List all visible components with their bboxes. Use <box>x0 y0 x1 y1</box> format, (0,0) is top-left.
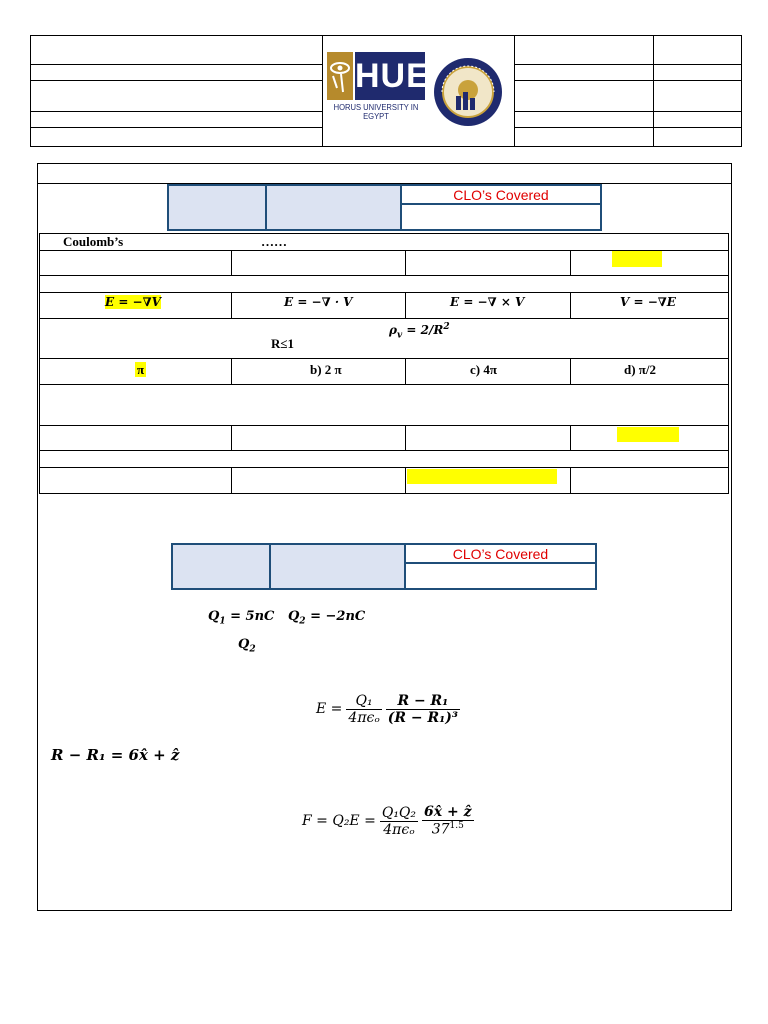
answer-highlight <box>617 427 679 442</box>
answer-highlight <box>612 251 662 267</box>
clo-header-box <box>404 543 597 564</box>
score-box <box>171 543 271 590</box>
clo-value-box <box>404 562 597 590</box>
charge-density-expression: $\rho_v = 2/R^2$ <box>389 322 450 341</box>
charges-given: $Q_1 = 5nC$ $Q_2 = -2nC$ <box>208 609 366 627</box>
header-rule <box>31 80 322 81</box>
charge-q2-label: $Q_2$ <box>238 637 256 655</box>
mcq-grid <box>39 233 729 494</box>
header-rule <box>514 111 741 112</box>
header-rule <box>514 64 741 65</box>
score-box <box>269 543 406 590</box>
clo-label: CLO’s Covered <box>453 187 549 203</box>
faculty-seal <box>432 56 504 128</box>
clo-header-box <box>400 184 602 205</box>
option-d: V = −∇E <box>620 295 676 309</box>
option-c: E = −∇ × V <box>450 295 525 309</box>
clo-label: CLO’s Covered <box>452 546 549 562</box>
option-b: E = −∇ · V <box>284 295 353 309</box>
header-divider <box>514 36 515 146</box>
option-a: E = −∇V <box>105 295 161 309</box>
university-logo <box>327 52 430 121</box>
score-box <box>167 184 267 231</box>
score-box <box>265 184 402 231</box>
region-condition: R≤1 <box>271 336 295 351</box>
header-table <box>30 35 742 147</box>
header-divider <box>653 36 654 146</box>
option-c: c) 4π <box>470 362 497 377</box>
electric-field-equation: E = $\frac{\text{Q₁}}{\text{4πϵₒ}}$ $\frac{\text{R − R₁}}{\text{(R − R₁)³}}$ <box>316 692 459 726</box>
question-1-blank: …… <box>261 234 287 249</box>
header-rule <box>514 80 741 81</box>
header-rule <box>31 64 322 65</box>
logo-wordmark: HUE <box>355 52 425 100</box>
question-1-keyword: Coulomb’s <box>63 234 124 249</box>
header-rule <box>31 111 322 112</box>
header-divider <box>322 36 323 146</box>
displacement-vector: R − R₁ = 6x̂ + ẑ <box>51 746 180 764</box>
header-rule <box>514 127 741 128</box>
option-d: d) π/2 <box>624 362 657 377</box>
answer-highlight <box>407 469 557 484</box>
force-equation: F = Q₂E = $\frac{\text{Q₁Q₂}}{\text{4πϵₒ}}$ $\frac{\text{6x̂ + ẑ}}{37^{1.5}}$ <box>302 804 472 838</box>
option-b: b) 2 π <box>310 362 342 377</box>
horus-eye-icon <box>327 52 353 100</box>
logo-subtext: HORUS UNIVERSITY IN EGYPT <box>333 103 419 121</box>
option-a: π <box>137 362 145 377</box>
header-rule <box>31 127 322 128</box>
clo-value-box <box>400 203 602 231</box>
